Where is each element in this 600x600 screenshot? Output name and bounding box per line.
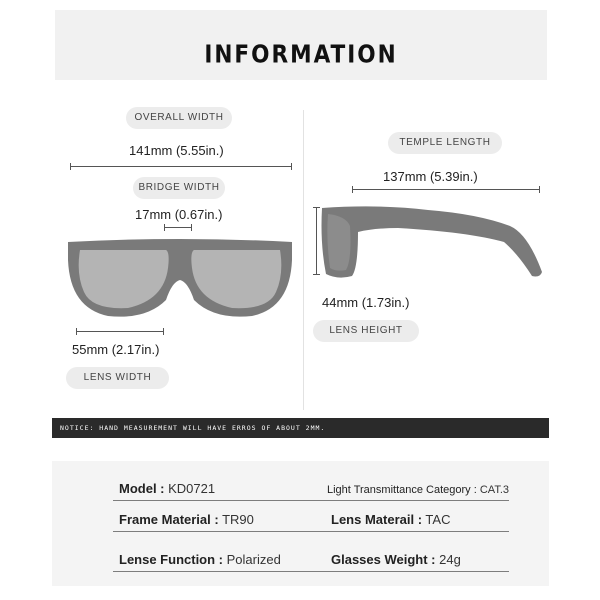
temple-length-value: 137mm (5.39in.) bbox=[383, 169, 478, 184]
spec-transmittance bbox=[327, 484, 509, 496]
spec-model bbox=[119, 481, 215, 496]
lens-width-dimension-line bbox=[76, 331, 164, 332]
spec-function-label: Lense Function : bbox=[119, 552, 223, 567]
spec-lens-material bbox=[331, 512, 450, 527]
spec-function-value: Polarized bbox=[226, 552, 281, 567]
notice-bar: NOTICE: HAND MEASUREMENT WILL HAVE ERROS OF ABOUT 2MM. bbox=[52, 418, 549, 438]
overall-width-label: OVERALL WIDTH bbox=[126, 107, 232, 129]
spec-lens-material-value: TAC bbox=[425, 512, 451, 527]
sunglasses-front-image bbox=[66, 238, 294, 322]
spec-transmittance-label: Light Transmittance Category : bbox=[327, 484, 477, 496]
spec-transmittance-value: CAT.3 bbox=[479, 484, 509, 496]
lens-height-label: LENS HEIGHT bbox=[313, 320, 419, 342]
panel-divider bbox=[303, 110, 304, 410]
spec-row-2 bbox=[113, 507, 509, 532]
lens-width-label: LENS WIDTH bbox=[66, 367, 169, 389]
spec-row-3 bbox=[113, 547, 509, 572]
lens-height-dimension-line bbox=[316, 207, 317, 275]
spec-frame-material bbox=[119, 512, 254, 527]
lens-width-value: 55mm (2.17in.) bbox=[72, 342, 160, 357]
spec-weight-label: Glasses Weight : bbox=[331, 552, 436, 567]
spec-frame-value: TR90 bbox=[222, 512, 254, 527]
overall-width-dimension-line bbox=[70, 166, 292, 167]
bridge-width-dimension-line bbox=[164, 227, 192, 228]
overall-width-value: 141mm (5.55in.) bbox=[129, 143, 224, 158]
bridge-width-label: BRIDGE WIDTH bbox=[133, 177, 225, 199]
spec-frame-label: Frame Material : bbox=[119, 512, 219, 527]
spec-row-1 bbox=[113, 476, 509, 501]
header-banner bbox=[55, 10, 547, 80]
spec-lens-function bbox=[119, 552, 281, 567]
page-title: INFORMATION bbox=[204, 39, 398, 69]
spec-model-label: Model : bbox=[119, 481, 165, 496]
temple-length-label: TEMPLE LENGTH bbox=[388, 132, 502, 154]
spec-model-value: KD0721 bbox=[168, 481, 216, 496]
lens-height-value: 44mm (1.73in.) bbox=[322, 295, 410, 310]
temple-length-dimension-line bbox=[352, 189, 540, 190]
spec-weight-value: 24g bbox=[439, 552, 461, 567]
bridge-width-value: 17mm (0.67in.) bbox=[135, 207, 223, 222]
spec-lens-material-label: Lens Materail : bbox=[331, 512, 423, 527]
spec-weight bbox=[331, 552, 461, 567]
sunglasses-side-image bbox=[318, 204, 548, 280]
